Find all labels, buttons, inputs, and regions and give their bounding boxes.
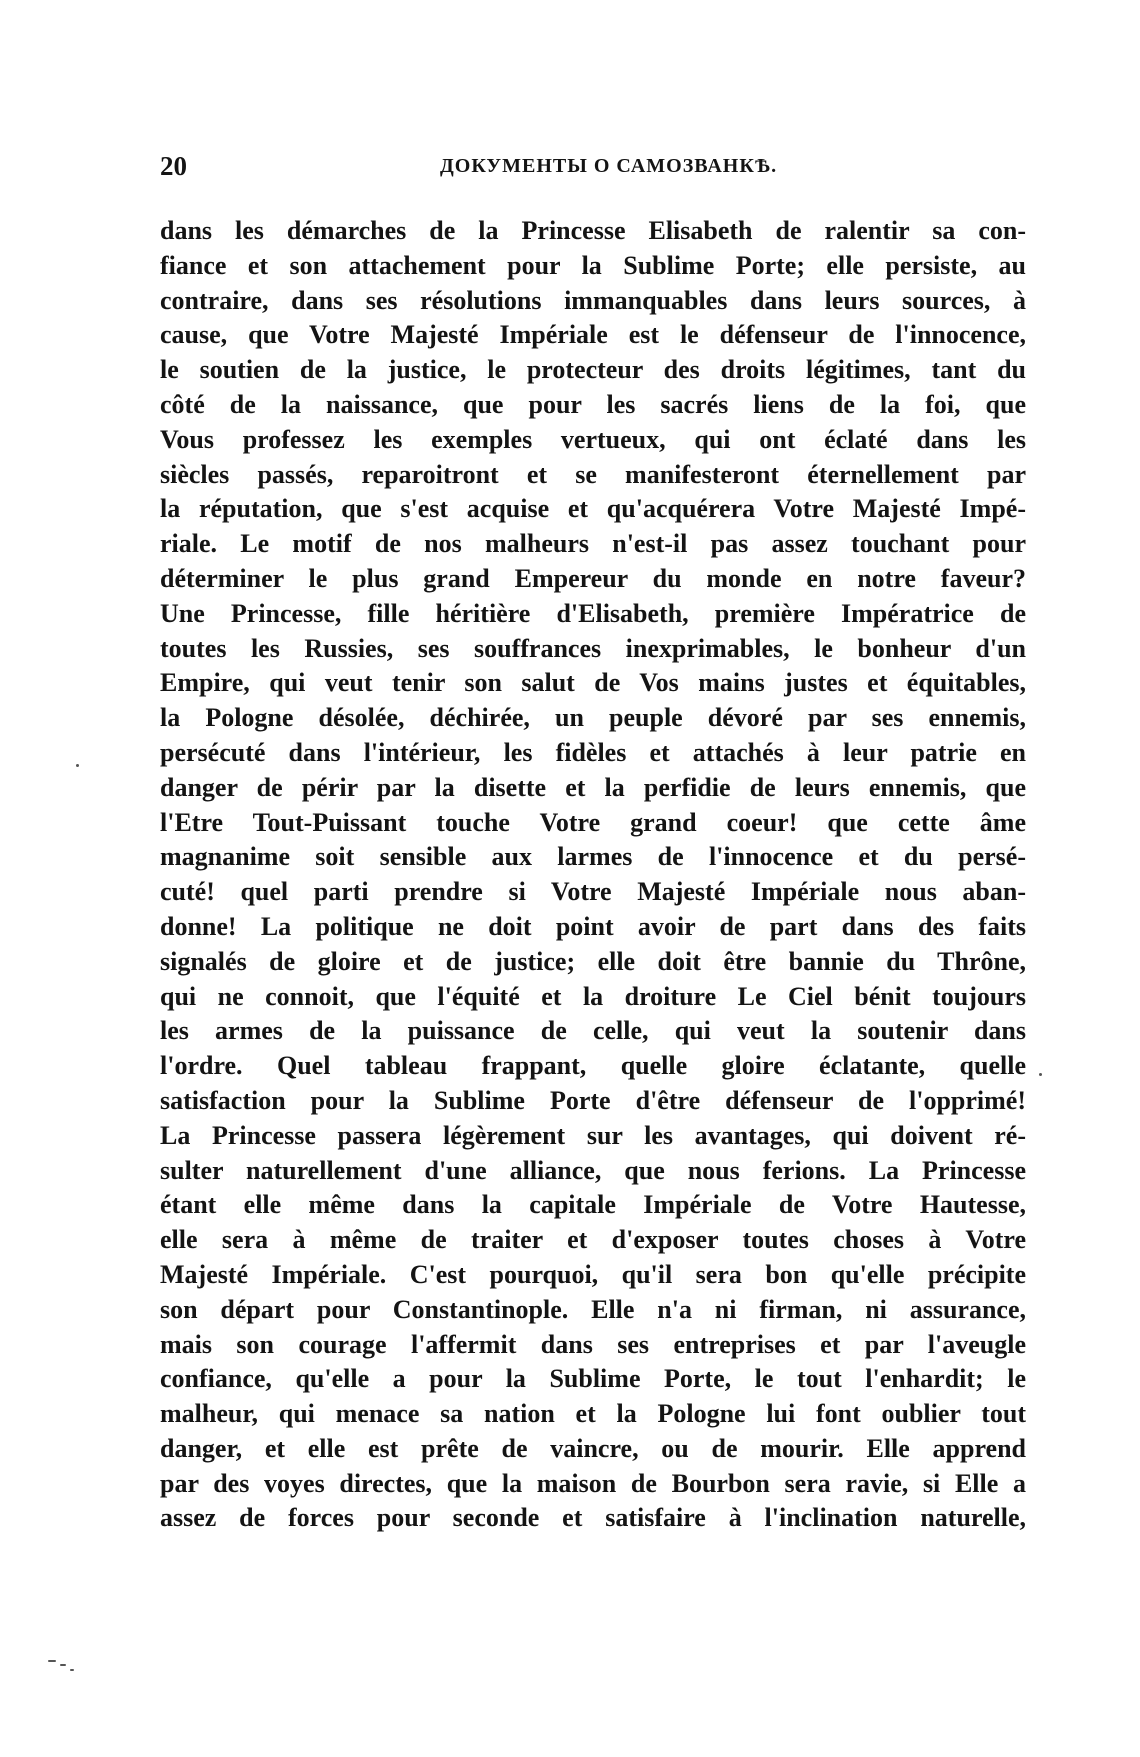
text-line: riale. Le motif de nos malheurs n'est-il pas assez touchant pour [160,529,1026,559]
text-line: Vous professez les exemples vertueux, qui ont éclaté dans les [160,424,1026,454]
text-line: par des voyes directes, que la maison de Bourbon sera ravie, si Elle a [160,1468,1026,1498]
page-header [160,146,1030,186]
text-line: elle sera à même de traiter et d'exposer toutes choses à Votre [160,1225,1026,1255]
print-speck [48,1660,56,1662]
text-line: danger de périr par la disette et la perfidie de leurs ennemis, que [160,772,1026,802]
text-line: la Pologne désolée, déchirée, un peuple dévoré par ses ennemis, [160,703,1026,733]
text-line: sulter naturellement d'une alliance, que nous ferions. La Princesse [160,1155,1026,1185]
text-line: La Princesse passera légèrement sur les avantages, qui doivent ré- [160,1120,1026,1150]
text-line: dans les démarches de la Princesse Elisabeth de ralentir sa con- [160,216,1026,245]
text-line: satisfaction pour la Sublime Porte d'être défenseur de l'opprimé! [160,1085,1026,1115]
running-title: ДОКУМЕНТЫ О САМОЗВАНКѢ. [440,155,778,177]
page-number: 20 [160,151,187,181]
text-line: mais son courage l'affermit dans ses entreprises et par l'aveugle [160,1329,1026,1359]
text-line: malheur, qui menace sa nation et la Pologne lui font oublier tout [160,1399,1026,1429]
body-text [160,214,1026,1536]
text-line: contraire, dans ses résolutions immanquables dans leurs sources, à [160,285,1026,315]
text-line: danger, et elle est prête de vaincre, ou de mourir. Elle apprend [160,1433,1026,1463]
text-line: l'Etre Tout-Puissant touche Votre grand coeur! que cette âme [160,807,1026,837]
text-line: les armes de la puissance de celle, qui veut la soutenir dans [160,1016,1026,1046]
print-speck [60,1664,66,1666]
print-speck [1039,1073,1042,1076]
text-line: Une Princesse, fille héritière d'Elisabeth, première Impératrice de [160,598,1026,628]
text-line: persécuté dans l'intérieur, les fidèles et attachés à leur patrie en [160,737,1026,767]
print-speck [70,1669,74,1671]
text-line: son départ pour Constantinople. Elle n'a ni firman, ni assurance, [160,1294,1026,1324]
text-line: Majesté Impériale. C'est pourquoi, qu'il sera bon qu'elle précipite [160,1259,1026,1289]
text-line: côté de la naissance, que pour les sacrés liens de la foi, que [160,389,1026,419]
text-line: l'ordre. Quel tableau frappant, quelle gloire éclatante, quelle [160,1051,1026,1081]
text-line: qui ne connoit, que l'équité et la droiture Le Ciel bénit toujours [160,981,1026,1011]
text-line: étant elle même dans la capitale Impériale de Votre Hautesse, [160,1190,1026,1220]
text-line: confiance, qu'elle a pour la Sublime Porte, le tout l'enhardit; le [160,1364,1026,1394]
text-line: donne! La politique ne doit point avoir de part dans des faits [160,911,1026,941]
text-line: le soutien de la justice, le protecteur des droits légitimes, tant du [160,355,1026,385]
text-line: Empire, qui veut tenir son salut de Vos mains justes et équitables, [160,668,1026,698]
text-line: toutes les Russies, ses souffrances inexprimables, le bonheur d'un [160,633,1026,663]
text-line: cause, que Votre Majesté Impériale est le défenseur de l'innocence, [160,320,1026,350]
text-line: la réputation, que s'est acquise et qu'acquérera Votre Majesté Impé- [160,494,1026,524]
text-line: signalés de gloire et de justice; elle doit être bannie du Thrône, [160,946,1026,976]
print-speck [76,764,79,767]
text-line: magnanime soit sensible aux larmes de l'innocence et du persé- [160,842,1026,872]
text-line: assez de forces pour seconde et satisfaire à l'inclination naturelle, [160,1503,1026,1533]
text-line: siècles passés, reparoitront et se manifesteront éternellement par [160,459,1026,489]
text-line: déterminer le plus grand Empereur du monde en notre faveur? [160,563,1026,593]
text-line: cuté! quel parti prendre si Votre Majesté Impériale nous aban- [160,877,1026,907]
text-line: fiance et son attachement pour la Sublime Porte; elle persiste, au [160,250,1026,280]
